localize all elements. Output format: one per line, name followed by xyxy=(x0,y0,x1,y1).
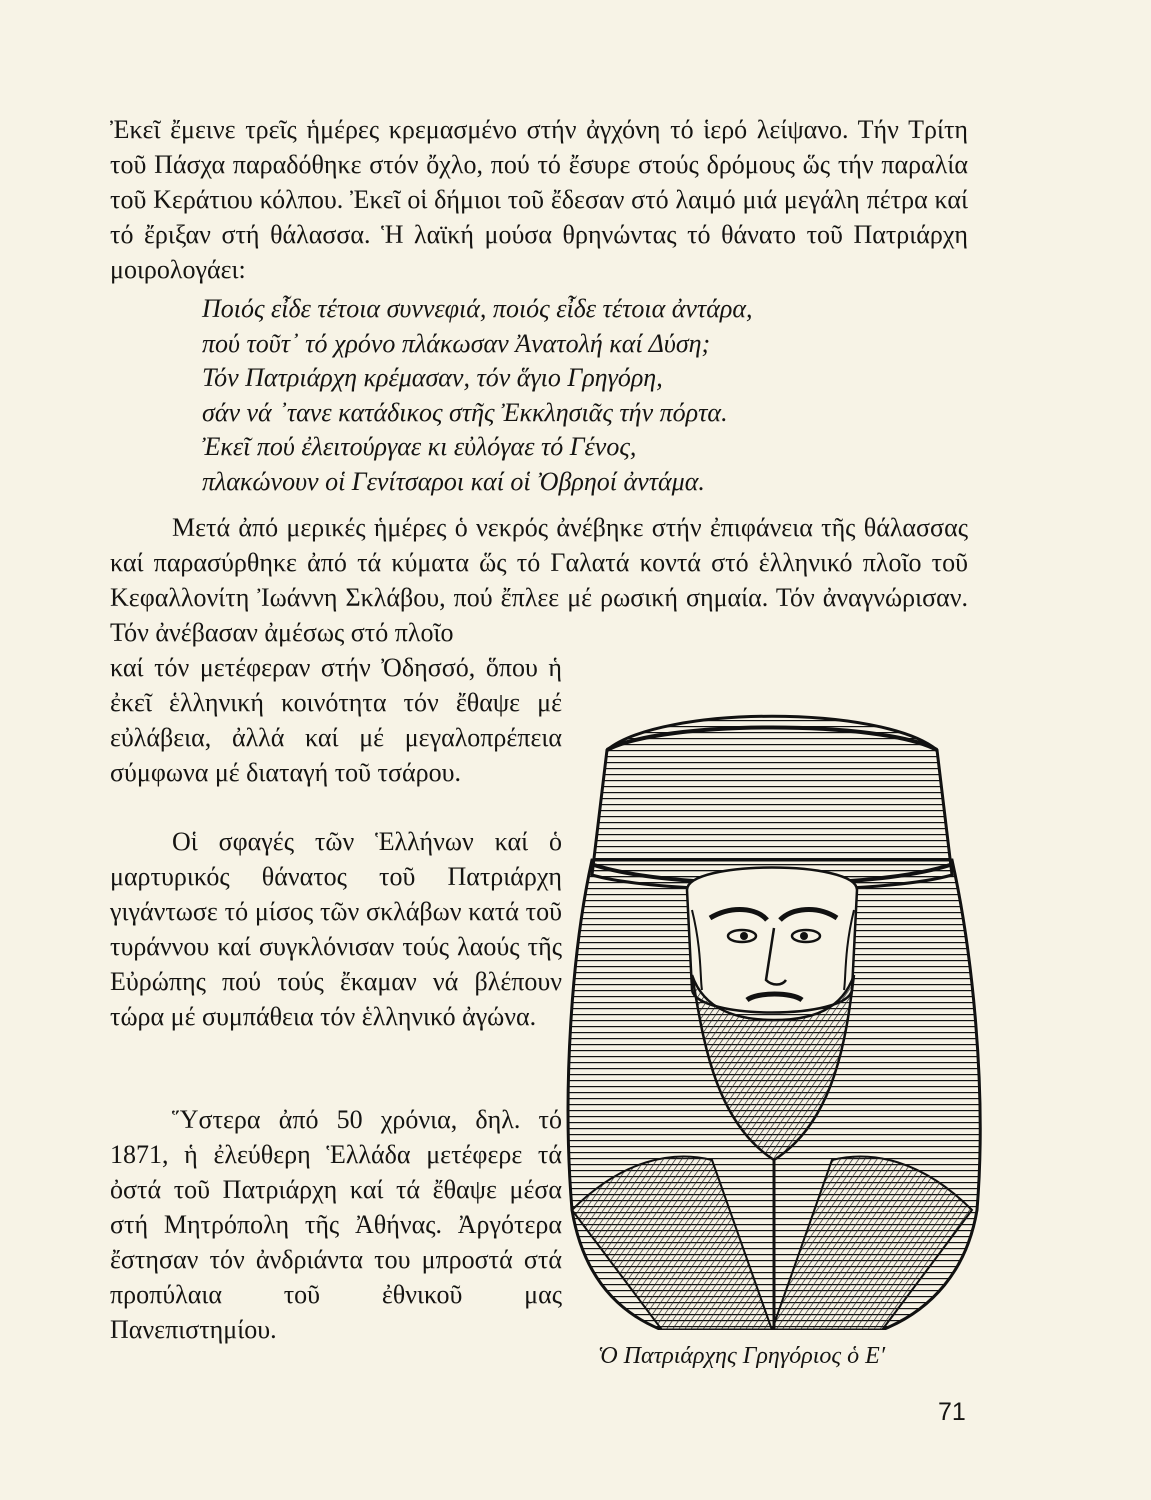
verse-line: πού τοῦτ᾽ τό χρόνο πλάκωσαν Ἀνατολή καί Δύση; xyxy=(202,328,711,358)
portrait-caption: Ὁ Πατριάρχης Γρηγόριος ὁ Ε′ xyxy=(598,1343,886,1369)
paragraph-4: Ὕστερα ἀπό 50 χρόνια, δηλ. τό 1871, ἡ ἐλεύθερη Ἑλλάδα μετέφερε τά ὀστά τοῦ Πατριάρχη καί τά ἔθαψε μέσα στή Μητρόπολη τῆς Ἀθήνας. Ἀργότερα ἔστησαν τόν ἀνδριάντα του μπροστά στά προπύλαια τοῦ ἐθνικοῦ μας Πανεπιστημίου. xyxy=(110,1105,562,1344)
verse-line: σάν νά ᾽τανε κατάδικος στῆς Ἐκκλησιᾶς τήν πόρτα. xyxy=(202,397,728,427)
paragraph-1: Ἐκεῖ ἔμεινε τρεῖς ἡμέρες κρεμασμένο στήν ἀγχόνη τό ἱερό λείψανο. Τήν Τρίτη τοῦ Πάσχα παραδόθηκε στόν ὄχλο, πού τό ἔσυρε στούς δρόμους ὥς τήν παραλία τοῦ Κεράτιου κόλπου. Ἐκεῖ οἱ δήμιοι τοῦ ἔδεσαν στό λαιμό μιά μεγάλη πέτρα καί τό ἔριξαν στή θάλασσα. Ἡ λαϊκή μούσα θρηνώντας τό θάνατο τοῦ Πατριάρχη μοιρολογάει: xyxy=(110,115,968,284)
paragraph-3: Οἱ σφαγές τῶν Ἑλλήνων καί ὁ μαρτυρικός θάνατος τοῦ Πατριάρχη γιγάντωσε τό μίσος τῶν σκλάβων κατά τοῦ τυράννου καί συγκλόνισαν τούς λαούς τῆς Εὐρώπης πού τούς ἔκαμαν νά βλέπουν τώρα μέ συμπάθεια τόν ἑλληνικό ἀγώνα. xyxy=(110,827,562,1031)
patriarch-portrait xyxy=(552,690,992,1330)
verse-line: Ἐκεῖ πού ἐλειτούργαε κι εὐλόγαε τό Γένος, xyxy=(202,432,637,461)
paragraph-2-continued: καί τόν μετέφεραν στήν Ὀδησσό, ὅπου ἡ ἐκεῖ ἑλληνική κοινότητα τόν ἔθαψε μέ εὐλάβεια, ἀλλά καί μέ μεγαλοπρέπεια σύμφωνα μέ διαταγή τοῦ τσάρου. xyxy=(110,653,562,787)
verse-line: Ποιός εἶδε τέτοια συννεφιά, ποιός εἶδε τέτοια ἀντάρα, xyxy=(202,294,753,323)
verse-line: Τόν Πατριάρχη κρέμασαν, τόν ἅγιο Γρηγόρη, xyxy=(202,363,663,392)
lament-verse xyxy=(202,292,902,499)
paragraph-2: Μετά ἀπό μερικές ἡμέρες ὁ νεκρός ἀνέβηκε στήν ἐπιφάνεια τῆς θάλασσας καί παρασύρθηκε ἀπό τά κύματα ὥς τό Γαλατά κοντά στό ἑλληνικό πλοῖο τοῦ Κεφαλλονίτη Ἰωάννη Σκλάβου, πού ἔπλεε μέ ρωσική σημαία. Τόν ἀναγνώρισαν. Τόν ἀνέβασαν ἀμέσως στό πλοῖο xyxy=(110,513,968,647)
verse-line: πλακώνουν οἱ Γενίτσαροι καί οἱ Ὀβρηοί ἀντάμα. xyxy=(202,466,705,496)
page-number: 71 xyxy=(938,1398,966,1426)
